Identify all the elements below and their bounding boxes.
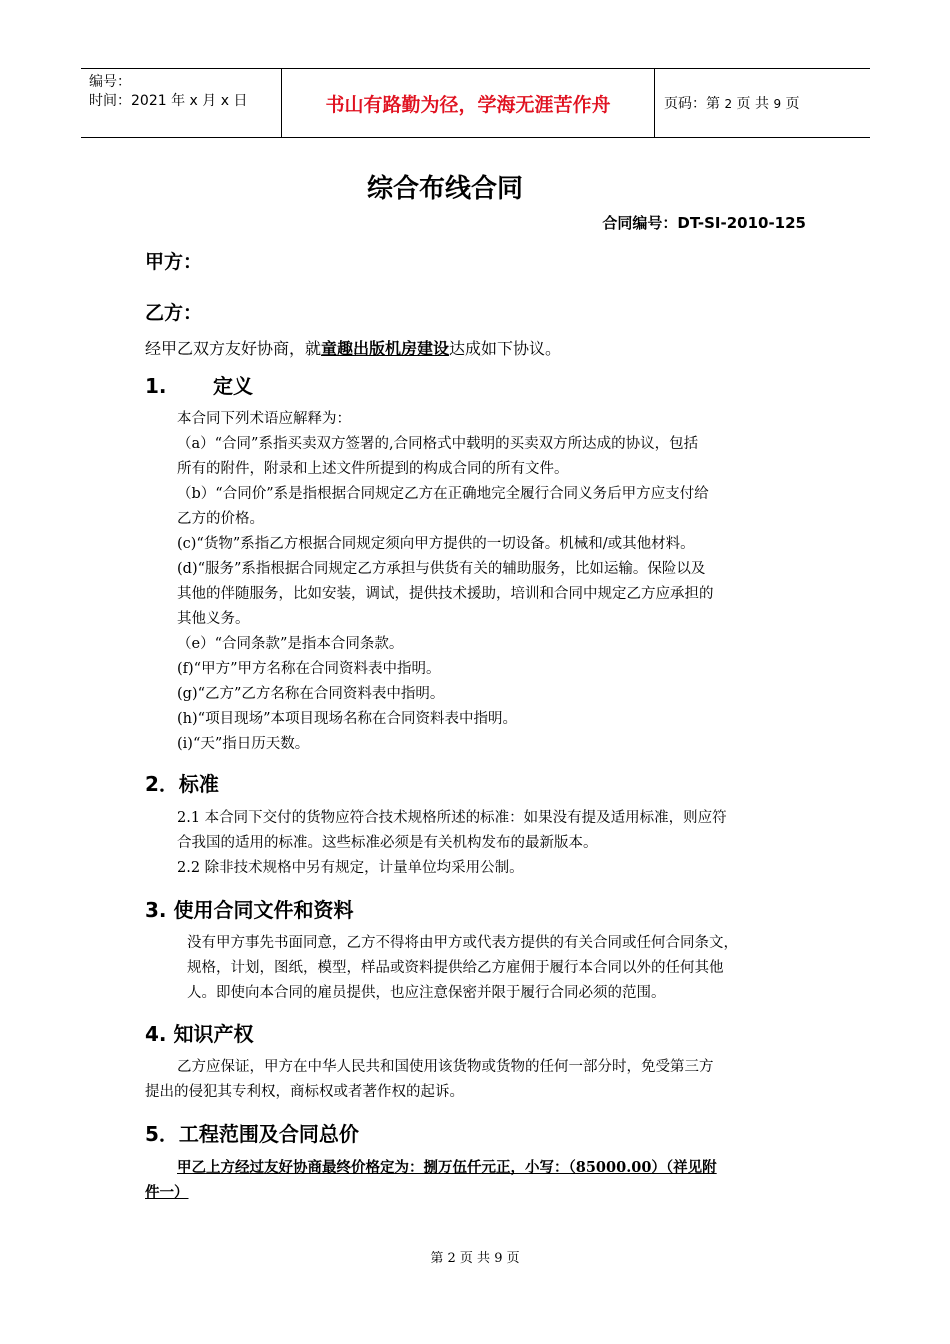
definitions-line: (i)“天”指日历天数。 <box>177 736 310 752</box>
party-b-label: 乙方： <box>145 302 203 324</box>
page-number: 2 <box>724 97 733 111</box>
standards-line: 合我国的适用的标准。这些标准必须是有关机构发布的最新版本。 <box>177 835 598 851</box>
definitions-line: （b）“合同价”系是指根据合同规定乙方在正确地完全履行合同义务后甲方应支付给 <box>177 486 709 502</box>
definitions-line: (g)“乙方”乙方名称在合同资料表中指明。 <box>177 686 445 702</box>
definitions-line: (c)“货物”系指乙方根据合同规定须向甲方提供的一切设备。机械和/或其他材料。 <box>177 536 695 552</box>
project-name: 童趣出版机房建设 <box>321 339 450 358</box>
section-title: 定义 <box>213 374 253 398</box>
definitions-line: 所有的附件，附录和上述文件所提到的构成合同的所有文件。 <box>177 461 569 477</box>
time-label: 时间：2021 年 x 月 x 日 <box>89 93 248 109</box>
price-line: 甲乙上方经过友好协商最终价格定为：捌万伍仟元正，小写：（85000.00）（祥见附 <box>177 1159 717 1176</box>
section-heading-standards: 2．标准 <box>145 772 219 796</box>
definitions-line: 其他的伴随服务，比如安装，调试，提供技术援助，培训和合同中规定乙方应承担的 <box>177 586 714 602</box>
section-number: 1. <box>145 374 167 398</box>
page-total: 9 <box>773 97 782 111</box>
header-page-info <box>664 93 800 113</box>
header-divider <box>654 69 655 137</box>
header-table <box>81 68 870 138</box>
definitions-line: (h)“项目现场”本项目现场名称在合同资料表中指明。 <box>177 711 517 727</box>
section-heading-documents: 3. 使用合同文件和资料 <box>145 898 354 922</box>
documents-line: 人。即使向本合同的雇员提供，也应注意保密并限于履行合同必须的范围。 <box>187 985 666 1001</box>
definitions-line: （e）“合同条款”是指本合同条款。 <box>177 636 404 652</box>
party-a-label: 甲方： <box>145 251 203 273</box>
header-motto: 书山有路勤为径，学海无涯苦作舟 <box>325 93 611 116</box>
section-heading-definitions <box>145 370 253 399</box>
definitions-line: 其他义务。 <box>177 611 250 627</box>
intro-paragraph <box>145 336 561 359</box>
ip-line: 乙方应保证，甲方在中华人民共和国使用该货物或货物的任何一部分时，免受第三方 <box>177 1059 714 1075</box>
section-heading-scope-price: 5．工程范围及合同总价 <box>145 1122 359 1146</box>
documents-line: 没有甲方事先书面同意，乙方不得将由甲方或代表方提供的有关合同或任何合同条文， <box>187 935 738 951</box>
section-heading-ip: 4. 知识产权 <box>145 1022 254 1046</box>
price-line: 件一） <box>145 1184 189 1201</box>
page-prefix: 页码：第 <box>664 96 720 112</box>
page-suffix: 页 <box>785 96 800 112</box>
page-mid: 页 共 <box>736 96 769 112</box>
code-label: 编号： <box>89 74 131 90</box>
standards-line: 2.2 除非技术规格中另有规定，计量单位均采用公制。 <box>177 860 524 876</box>
contract-number: 合同编号：DT-SI-2010-125 <box>602 214 806 232</box>
intro-before: 经甲乙双方友好协商，就 <box>145 339 322 358</box>
documents-line: 规格，计划，图纸，模型，样品或资料提供给乙方雇佣于履行本合同以外的任何其他 <box>187 960 724 976</box>
document-title: 综合布线合同 <box>366 174 523 204</box>
intro-after: 达成如下协议。 <box>449 339 562 358</box>
standards-line: 2.1 本合同下交付的货物应符合技术规格所述的标准：如果没有提及适用标准，则应符 <box>177 810 727 826</box>
definitions-line: （a）“合同”系指买卖双方签署的,合同格式中载明的买卖双方所达成的协议，包括 <box>177 436 699 452</box>
definitions-line: 本合同下列术语应解释为： <box>177 411 351 427</box>
page-footer: 第 2 页 共 9 页 <box>430 1251 520 1266</box>
header-meta <box>89 73 247 111</box>
definitions-line: (f)“甲方”甲方名称在合同资料表中指明。 <box>177 661 441 677</box>
ip-line: 提出的侵犯其专利权，商标权或者著作权的起诉。 <box>145 1084 464 1100</box>
definitions-line: (d)“服务”系指根据合同规定乙方承担与供货有关的辅助服务，比如运输。保险以及 <box>177 561 706 577</box>
definitions-line: 乙方的价格。 <box>177 511 264 527</box>
